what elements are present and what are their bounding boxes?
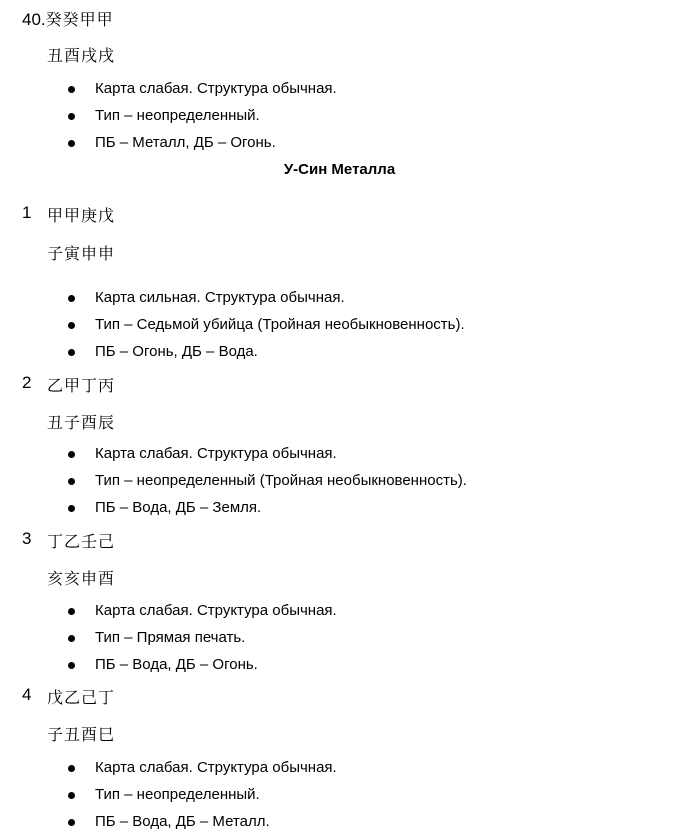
list-item: Карта слабая. Структура обычная. [68,758,648,785]
bullet-list [68,601,648,682]
earthly-branches: 丑酉戌戌 [47,46,116,65]
bullet-dot-icon [68,322,75,329]
heavenly-stems: 戊乙己丁 [47,688,116,707]
bullet-dot-icon [68,451,75,458]
bullet-list [68,79,648,160]
list-item: Карта слабая. Структура обычная. [68,444,648,471]
list-item: Тип – Седьмой убийца (Тройная необыкновенность). [68,315,648,342]
list-item: ПБ – Вода, ДБ – Земля. [68,498,648,525]
list-item: ПБ – Вода, ДБ – Металл. [68,812,648,839]
entry-number: 4 [22,685,32,704]
bullet-dot-icon [68,608,75,615]
earthly-branches: 子寅申申 [47,244,116,263]
bullet-dot-icon [68,86,75,93]
bullet-list [68,288,648,369]
bullet-dot-icon [68,505,75,512]
bullet-list [68,444,648,525]
bullet-list [68,758,648,839]
heavenly-stems: 癸癸甲甲 [45,10,114,29]
bullet-dot-icon [68,635,75,642]
bullet-dot-icon [68,140,75,147]
bullet-dot-icon [68,113,75,120]
bullet-dot-icon [68,349,75,356]
entry-40-header [22,7,114,30]
heavenly-stems: 乙甲丁丙 [47,376,116,395]
list-item: ПБ – Вода, ДБ – Огонь. [68,655,648,682]
list-item: Карта сильная. Структура обычная. [68,288,648,315]
section-heading: У-Син Металла [283,161,396,178]
entry-number: 2 [22,373,32,392]
bullet-dot-icon [68,478,75,485]
bullet-dot-icon [68,819,75,826]
entry-number: 1 [22,203,32,222]
list-item: Карта слабая. Структура обычная. [68,79,648,106]
earthly-branches: 丑子酉辰 [47,413,116,432]
bullet-dot-icon [68,662,75,669]
earthly-branches: 亥亥申酉 [47,569,116,588]
list-item: Тип – неопределенный (Тройная необыкновенность). [68,471,648,498]
list-item: ПБ – Металл, ДБ – Огонь. [68,133,648,160]
heavenly-stems: 丁乙壬己 [47,532,116,551]
earthly-branches: 子丑酉巳 [47,725,116,744]
bullet-dot-icon [68,765,75,772]
list-item: Карта слабая. Структура обычная. [68,601,648,628]
entry-number: 3 [22,529,32,548]
heavenly-stems: 甲甲庚戊 [47,206,116,225]
list-item: Тип – неопределенный. [68,106,648,133]
bullet-dot-icon [68,295,75,302]
entry-number: 40. [22,10,46,29]
list-item: Тип – Прямая печать. [68,628,648,655]
bullet-dot-icon [68,792,75,799]
list-item: ПБ – Огонь, ДБ – Вода. [68,342,648,369]
list-item: Тип – неопределенный. [68,785,648,812]
